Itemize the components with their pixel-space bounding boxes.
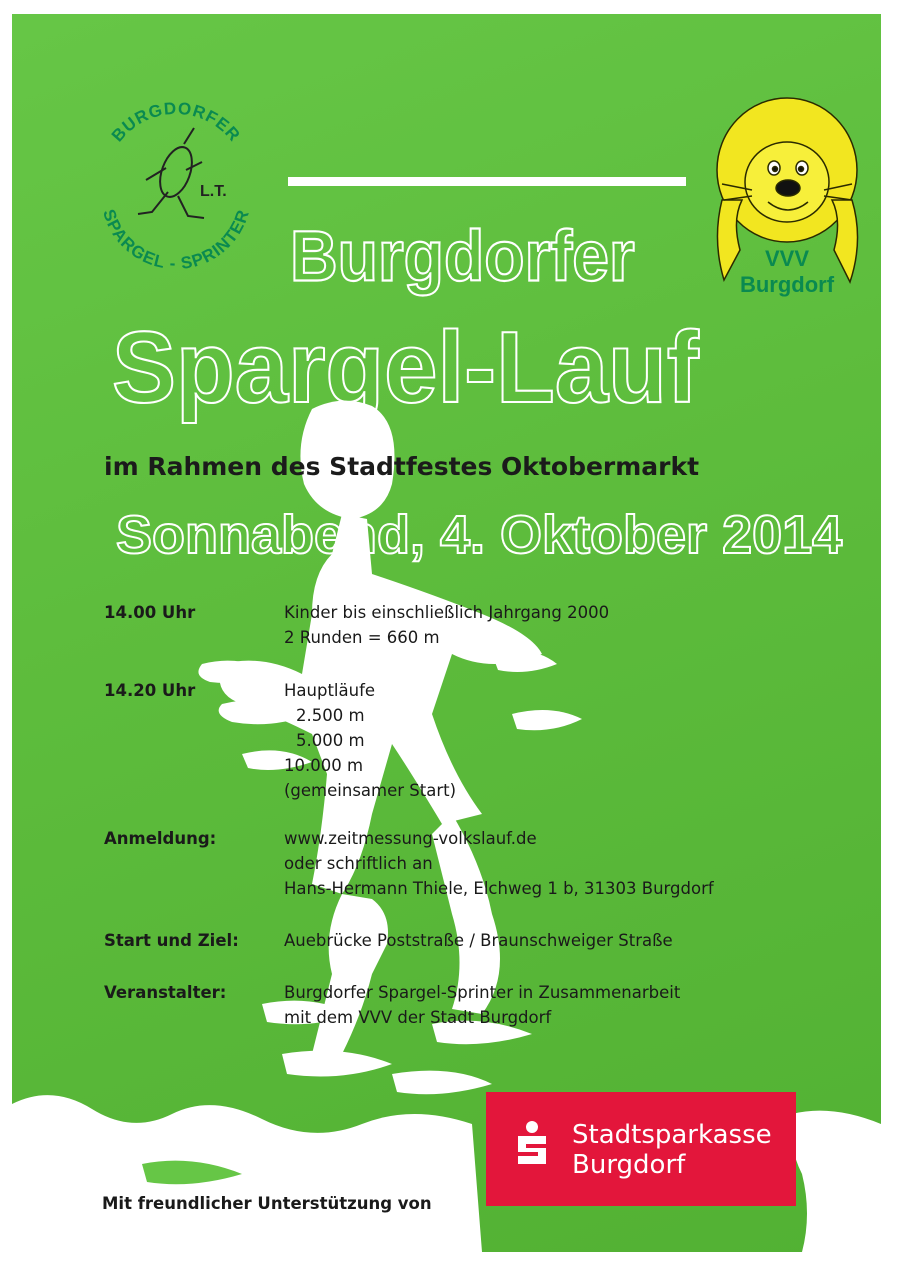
schedule-line: (gemeinsamer Start) bbox=[284, 781, 457, 800]
title-line-2: Spargel-Lauf bbox=[112, 311, 699, 425]
schedule-line: Hauptläufe bbox=[284, 681, 376, 700]
sparkasse-logo bbox=[486, 1092, 796, 1206]
sparkasse-s-icon bbox=[512, 1120, 552, 1166]
schedule-line: Burgdorfer Spargel-Sprinter in Zusammenarbeit bbox=[284, 983, 681, 1002]
schedule-line: 5.000 m bbox=[296, 731, 365, 750]
vvv-line1: VVV bbox=[764, 246, 810, 271]
spargel-sprinter-logo bbox=[76, 84, 276, 284]
subtitle: im Rahmen des Stadtfestes Oktobermarkt bbox=[104, 452, 700, 481]
schedule-line: Auebrücke Poststraße / Braunschweiger Straße bbox=[284, 931, 673, 950]
schedule-line: 10.000 m bbox=[284, 756, 364, 775]
logo-bottom-text: SPARGEL - SPRINTER bbox=[99, 206, 253, 274]
sponsor-line1: Stadtsparkasse bbox=[572, 1120, 772, 1150]
registration-link[interactable]: www.zeitmessung-volkslauf.de bbox=[284, 829, 537, 848]
poster bbox=[12, 14, 881, 1252]
support-text: Mit freundlicher Unterstützung von bbox=[102, 1194, 432, 1213]
schedule-line: oder schriftlich an bbox=[284, 854, 433, 873]
logo-top-text: BURGDORFER bbox=[107, 98, 245, 146]
schedule-label: Veranstalter: bbox=[104, 983, 227, 1002]
svg-text:SPARGEL - SPRINTER bbox=[99, 207, 253, 273]
schedule-line: 2.500 m bbox=[296, 706, 365, 725]
svg-text:BURGDORFER bbox=[108, 99, 244, 146]
schedule-line: Kinder bis einschließlich Jahrgang 2000 bbox=[284, 603, 610, 622]
decorative-line bbox=[288, 177, 686, 186]
title-line-1: Burgdorfer bbox=[290, 215, 635, 296]
schedule-line: 2 Runden = 660 m bbox=[284, 628, 440, 647]
logo-center-text: L.T. bbox=[200, 183, 227, 200]
schedule-label: 14.00 Uhr bbox=[104, 603, 196, 622]
vvv-logo-text bbox=[732, 246, 842, 298]
schedule-label: 14.20 Uhr bbox=[104, 681, 196, 700]
sponsor-line2: Burgdorf bbox=[572, 1150, 686, 1180]
schedule-label: Start und Ziel: bbox=[104, 931, 239, 950]
schedule-line: mit dem VVV der Stadt Burgdorf bbox=[284, 1008, 552, 1027]
schedule-label: Anmeldung: bbox=[104, 829, 217, 848]
schedule-line: Hans-Hermann Thiele, Elchweg 1 b, 31303 Burgdorf bbox=[284, 879, 714, 898]
vvv-line2: Burgdorf bbox=[739, 272, 835, 297]
event-date: Sonnabend, 4. Oktober 2014 bbox=[116, 505, 843, 565]
